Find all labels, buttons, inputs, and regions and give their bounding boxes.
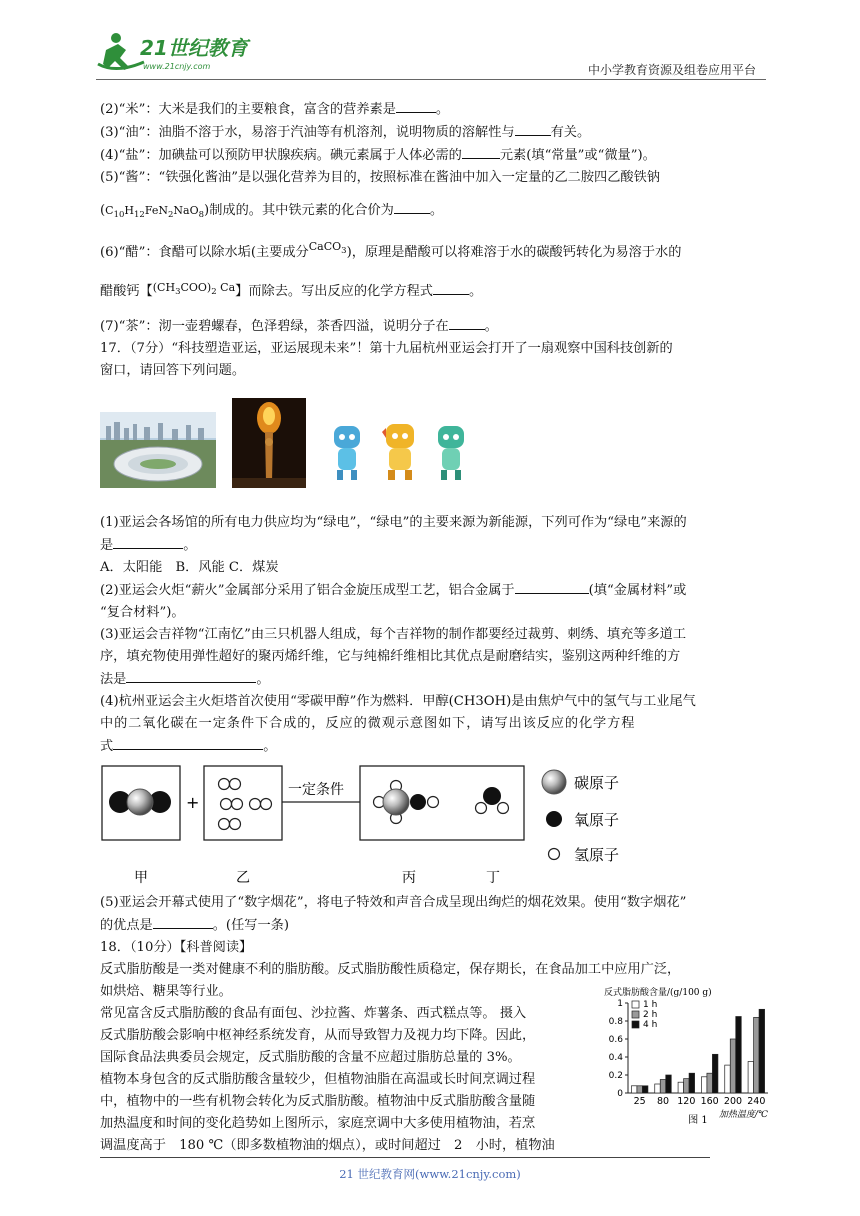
bar: [631, 1086, 637, 1093]
bar: [707, 1073, 713, 1093]
q17-part4-line1: (4)杭州亚运会主火炬塔首次使用“零碳甲醇”作为燃料．甲醇(CH3OH)是由焦炉气中的氢气与工业尾气: [100, 694, 696, 709]
bar: [736, 1017, 742, 1094]
footer-text: 21 世纪教育网(www.21cnjy.com): [339, 1167, 521, 1181]
q17-part1-line2: 是 。: [100, 534, 764, 557]
q16-part7: (7)“茶”：沏一壶碧螺春，色泽碧绿，茶香四溢，说明分子在 。: [100, 315, 764, 338]
chart-title: 反式脂肪酸含量/(g/100 g): [604, 988, 712, 998]
bar: [684, 1079, 690, 1093]
legend-label: 1 h: [643, 1000, 658, 1010]
legend-carbon: 碳原子: [574, 774, 620, 792]
svg-text:+: +: [186, 793, 200, 812]
q17-part2-line2: “复合材料”)。: [100, 605, 185, 620]
methanol-molecule: [374, 781, 439, 824]
bar: [701, 1077, 707, 1093]
y-tick-label: 1: [617, 999, 623, 1009]
bar: [637, 1086, 643, 1093]
answer-blank[interactable]: [433, 280, 469, 295]
label-jia: 甲: [134, 870, 148, 886]
q17-part4-line2: 中的二氧化碳在一定条件下合成的，反应的微观示意图如下，请写出该反应的化学方程: [100, 716, 636, 731]
asian-games-images: [100, 394, 764, 506]
bar: [754, 1017, 760, 1093]
q16-part5-line1: (5)“酱”：“铁强化酱油”是以强化营养为目的，按照标准在酱油中加入一定量的乙二胺四乙酸铁钠: [100, 170, 660, 185]
q17-part4-line3: 式 。: [100, 735, 764, 758]
label-bing: 丙: [402, 870, 416, 886]
logo-text: 21世纪教育: [140, 36, 248, 60]
text-line: 调温度高于 180 ℃（即多数植物油的烟点），或时间超过 2 小时，植物油: [100, 1138, 555, 1153]
x-tick-label: 200: [723, 1096, 743, 1107]
legend-oxygen: 氧原子: [574, 811, 620, 829]
answer-blank[interactable]: [126, 668, 256, 683]
bar: [689, 1073, 695, 1093]
x-tick-label: 25: [633, 1096, 646, 1107]
q17-part2-line1: (2)亚运会火炬“薪火”金属部分采用了铝合金旋压成型工艺，铝合金属于 (填“金属材料”或: [100, 579, 764, 602]
trans-fat-chart: [602, 985, 774, 1125]
q16-part4: (4)“盐”：加碘盐可以预防甲状腺疾病。碘元素属于人体必需的 元素(填“常量”或“微量”)。: [100, 144, 764, 167]
q17-part3-line2: 序，填充物使用弹性超好的聚丙烯纤维，它与纯棉纤维相比其优点是耐磨结实，鉴别这两种纤维的方: [100, 649, 681, 664]
water-molecule: [476, 787, 509, 814]
bar: [748, 1062, 754, 1094]
q18-para3: [100, 1069, 600, 1157]
x-tick-label: 160: [700, 1096, 719, 1107]
header-platform-text: 中小学教育资源及组卷应用平台: [587, 63, 756, 77]
q17-part1-line1: (1)亚运会各场馆的所有电力供应均为“绿电”，“绿电”的主要来源为新能源，下列可作为“绿电”来源的: [100, 515, 687, 530]
q16-part3: (3)“油”：油脂不溶于水，易溶于汽油等有机溶剂，说明物质的溶解性与 有关。: [100, 121, 764, 144]
legend-label: 2 h: [643, 1010, 658, 1020]
carbon-atom: [127, 789, 153, 815]
formula-c10h12fen2nao8: $C_{10}H_{12}FeN_2NaO_8$: [105, 204, 205, 220]
footer-divider: [100, 1157, 710, 1158]
x-tick-label: 120: [677, 1096, 696, 1107]
q18-title: 18．（10分）【科普阅读】: [100, 940, 253, 955]
header-divider: [96, 79, 766, 80]
bar-chart: [602, 985, 774, 1125]
x-tick-label: 240: [747, 1096, 766, 1107]
bar: [678, 1082, 684, 1093]
text-line: 国际食品法典委员会规定，反式脂肪酸的含量不应超过脂肪总量的 3%。: [100, 1050, 521, 1065]
q16-part5-line2: $(C_{10}H_{12}FeN_2NaO_8)$制成的。其中铁元素的化合价为 。: [100, 199, 764, 226]
stadium-photo: [100, 412, 216, 488]
y-tick-label: 0.8: [608, 1017, 623, 1027]
bar: [712, 1054, 718, 1093]
text-line: 反式脂肪酸会影响中枢神经系统发育，从而导致智力及视力均下降。因此，: [100, 1028, 536, 1043]
q18-para1-line1: 反式脂肪酸是一类对健康不利的脂肪酸。反式脂肪酸性质稳定，保存期长，在食品加工中应用广泛，: [100, 962, 681, 977]
bar: [655, 1084, 661, 1093]
q18-para1-line2: 如烘焙、糖果等行业。: [100, 984, 232, 999]
x-axis-label: 加热温度/℃: [718, 1110, 768, 1120]
bar: [642, 1086, 648, 1093]
reaction-diagram: [100, 762, 764, 892]
text-line: 植物本身包含的反式脂肪酸含量较少，但植物油脂在高温或长时间烹调过程: [100, 1072, 536, 1087]
answer-blank[interactable]: [515, 121, 551, 136]
answer-blank[interactable]: [396, 98, 436, 113]
y-tick-label: 0: [617, 1089, 623, 1099]
label-ding: 丁: [486, 870, 500, 886]
q17-part3-line1: (3)亚运会吉祥物“江南忆”由三只机器人组成，每个吉祥物的制作都要经过裁剪、刺绣、填充等多道工: [100, 627, 687, 642]
legend-hydrogen: 氢原子: [574, 846, 620, 864]
answer-blank[interactable]: [515, 579, 589, 594]
bar: [666, 1075, 672, 1093]
q18-para2: [100, 1003, 600, 1069]
y-tick-label: 0.2: [608, 1071, 623, 1081]
torch-photo: [232, 398, 306, 488]
answer-blank[interactable]: [462, 144, 500, 159]
label-yi: 乙: [236, 870, 250, 886]
legend-hydrogen-symbol: [549, 849, 560, 860]
answer-blank[interactable]: [394, 199, 430, 214]
answer-blank[interactable]: [153, 914, 213, 929]
text-line: 加热温度和时间的变化趋势如上图所示，家庭烹调中大多使用植物油，若烹: [100, 1116, 536, 1131]
bar: [730, 1039, 736, 1093]
text-line: 常见富含反式脂肪酸的食品有面包、沙拉酱、炸薯条、西式糕点等。 摄入: [100, 1006, 527, 1021]
q17-title-line1: 17．（7分）“科技塑造亚运，亚运展现未来”！第十九届杭州亚运会打开了一扇观察中国科技创新的: [100, 341, 673, 356]
figure-caption: 图 1: [688, 1115, 708, 1125]
site-logo: [96, 28, 266, 76]
q17-title-line2: 窗口，请回答下列问题。: [100, 363, 246, 378]
reaction-condition: 一定条件: [288, 782, 344, 798]
legend-swatch: [632, 1001, 639, 1008]
formula-caco3: CaCO3: [308, 240, 347, 256]
legend-swatch: [632, 1011, 639, 1018]
reaction-micro-diagram: [100, 762, 640, 892]
q17-part5-line1: (5)亚运会开幕式使用了“数字烟花”，将电子特效和声音合成呈现出绚烂的烟花效果。使用“数字烟花”: [100, 895, 687, 910]
x-tick-label: 80: [656, 1096, 670, 1107]
answer-blank[interactable]: [113, 735, 263, 750]
q17-part5-line2: 的优点是 。(任写一条): [100, 914, 764, 937]
mascots-image: [324, 418, 484, 488]
q16-part6-line2: 醋酸钙【$^{(CH_3COO)_2 Ca}$】而除去。写出反应的化学方程式 。: [100, 281, 483, 299]
legend-swatch: [632, 1021, 639, 1028]
bar: [759, 1009, 765, 1093]
text-line: 中，植物中的一些有机物会转化为反式脂肪酸。植物油中反式脂肪酸含量随: [100, 1094, 536, 1109]
logo-url: www.21cnjy.com: [143, 62, 211, 71]
q16-part6-line1: (6)“醋”：食醋可以除水垢(主要成分$^{CaCO_3}$)，原理是醋酸可以将难溶于水的碳酸钙转化为易溶于水的: [100, 240, 682, 260]
bar: [660, 1080, 666, 1094]
q17-part3-line3: 法是 。: [100, 668, 764, 691]
answer-blank[interactable]: [449, 315, 485, 330]
q16-part2: (2)“米”：大米是我们的主要粮食，富含的营养素是 。: [100, 98, 764, 121]
legend-carbon-symbol: [542, 770, 566, 794]
legend-label: 4 h: [643, 1020, 658, 1030]
answer-blank[interactable]: [113, 534, 183, 549]
page-header: [96, 28, 766, 78]
y-tick-label: 0.4: [608, 1053, 623, 1063]
legend-oxygen-symbol: [546, 811, 562, 827]
q17-part1-options: A．太阳能 B．风能 C．煤炭: [100, 560, 279, 575]
formula-calcium-acetate: (CH3COO)2 Ca: [152, 281, 236, 297]
bar: [725, 1065, 731, 1093]
y-tick-label: 0.6: [608, 1035, 623, 1045]
